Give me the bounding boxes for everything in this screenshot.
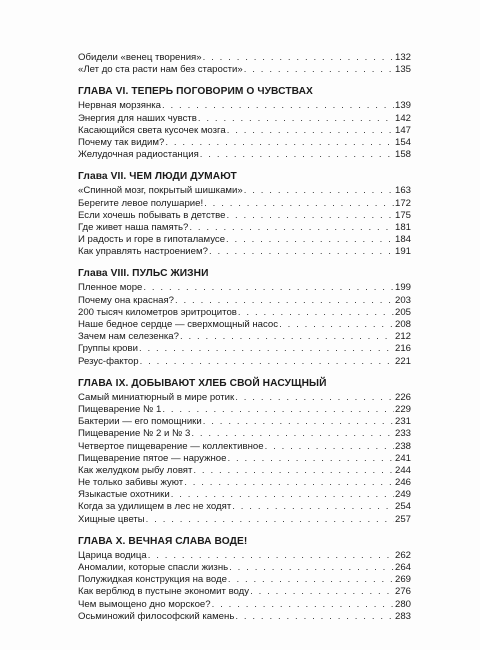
toc-entry bbox=[78, 234, 411, 246]
toc-entry bbox=[78, 331, 411, 343]
toc-entry-title: «Лет до ста расти нам без старости» bbox=[78, 64, 243, 76]
toc-entry bbox=[78, 501, 411, 513]
toc-entry bbox=[78, 514, 411, 526]
toc-entry bbox=[78, 137, 411, 149]
dot-leader bbox=[193, 465, 394, 477]
dot-leader bbox=[189, 222, 394, 234]
toc-entry-title: Аномалии, которые спасли жизнь bbox=[78, 562, 229, 573]
dot-leader bbox=[200, 149, 394, 161]
toc-section bbox=[78, 268, 411, 367]
dot-leader bbox=[165, 137, 394, 149]
toc-entry-page-number: 172 bbox=[394, 197, 411, 209]
toc-entry-page-number: 231 bbox=[394, 416, 411, 428]
toc-entry bbox=[78, 295, 411, 307]
toc-entry-page-number: 238 bbox=[394, 440, 411, 452]
toc-entry bbox=[78, 113, 411, 125]
toc-entry-page-number: 246 bbox=[394, 477, 411, 489]
dot-leader bbox=[227, 453, 394, 465]
dot-leader bbox=[232, 501, 394, 513]
toc-entry-title: Языкастые охотники bbox=[78, 489, 170, 501]
toc-entry-title: Бактерии — его помощники bbox=[78, 416, 202, 428]
toc-entry bbox=[78, 319, 411, 331]
toc-entry-title: Пленное море bbox=[78, 282, 143, 294]
dot-leader bbox=[229, 562, 394, 574]
toc-entry-title: Если хочешь побывать в детстве bbox=[78, 209, 226, 221]
dot-leader bbox=[228, 574, 394, 586]
toc-entry bbox=[78, 562, 411, 574]
toc-entry-page-number: 229 bbox=[394, 403, 411, 415]
toc-entry-title: Пищеварение пятое — наружное bbox=[78, 452, 227, 464]
toc-entry-title: Почему так видим? bbox=[78, 136, 165, 148]
chapter-heading: ГЛАВА X. ВЕЧНАЯ СЛАВА ВОДЕ! bbox=[78, 535, 248, 547]
toc-entry-page-number: 135 bbox=[394, 64, 411, 76]
toc-entry-title: И радость и горе в гипоталамусе bbox=[78, 234, 226, 246]
toc-entry-title: Нервная морзянка bbox=[78, 100, 161, 112]
toc-entry-page-number: 269 bbox=[394, 574, 411, 586]
toc-entry-page-number: 154 bbox=[394, 136, 411, 148]
toc-entry bbox=[78, 428, 411, 440]
toc-entry-title: Группы крови bbox=[78, 343, 138, 355]
dot-leader bbox=[226, 234, 394, 246]
toc-entry-title: Хищные цветы bbox=[78, 513, 145, 525]
toc-entry-title: Энергия для наших чувств bbox=[78, 112, 197, 124]
dot-leader bbox=[203, 416, 394, 428]
toc-entry bbox=[78, 222, 411, 234]
dot-leader bbox=[148, 550, 394, 562]
dot-leader bbox=[184, 477, 394, 489]
toc-entry bbox=[78, 489, 411, 501]
toc-entry bbox=[78, 185, 411, 197]
toc-entry-title: Берегите левое полушарие! bbox=[78, 197, 204, 209]
toc-entry-page-number: 184 bbox=[394, 234, 411, 246]
toc-entry-page-number: 142 bbox=[394, 112, 411, 124]
toc-entry-page-number: 244 bbox=[394, 464, 411, 476]
dot-leader bbox=[235, 611, 394, 623]
toc-entry bbox=[78, 52, 411, 64]
dot-leader bbox=[265, 441, 394, 453]
toc-entry-title: Осьминожий философский камень bbox=[78, 610, 235, 622]
toc-entry-title: Обидели «венец творения» bbox=[78, 52, 202, 63]
toc-entry-page-number: 233 bbox=[394, 428, 411, 440]
dot-leader bbox=[227, 125, 394, 137]
table-of-contents bbox=[78, 52, 411, 623]
chapter-heading: ГЛАВА VI. ТЕПЕРЬ ПОГОВОРИМ О ЧУВСТВАХ bbox=[78, 86, 313, 98]
dot-leader bbox=[209, 246, 394, 258]
toc-entry bbox=[78, 550, 411, 562]
toc-entry-title: Где живет наша память? bbox=[78, 221, 189, 233]
toc-entry-page-number: 163 bbox=[394, 185, 411, 197]
dot-leader bbox=[191, 428, 394, 440]
toc-entry-page-number: 264 bbox=[394, 562, 411, 573]
dot-leader bbox=[250, 586, 394, 598]
toc-entry-title: Зачем нам селезенка? bbox=[78, 331, 179, 343]
toc-entry bbox=[78, 210, 411, 222]
toc-entry bbox=[78, 246, 411, 258]
toc-entry-page-number: 216 bbox=[394, 343, 411, 355]
toc-entry-title: Самый миниатюрный в мире ротик bbox=[78, 391, 235, 403]
toc-entry bbox=[78, 149, 411, 161]
toc-entry-page-number: 205 bbox=[394, 306, 411, 318]
toc-entry-page-number: 139 bbox=[394, 100, 411, 112]
toc-entry bbox=[78, 574, 411, 586]
toc-section bbox=[78, 52, 411, 76]
toc-entry-title: Наше бедное сердце — сверхмощный насос bbox=[78, 319, 279, 330]
dot-leader bbox=[203, 52, 394, 64]
dot-leader bbox=[244, 64, 394, 76]
dot-leader bbox=[139, 343, 394, 355]
toc-entry bbox=[78, 307, 411, 319]
toc-entry-title: Касающийся света кусочек мозга bbox=[78, 124, 226, 136]
dot-leader bbox=[146, 514, 394, 526]
toc-section bbox=[78, 378, 411, 526]
dot-leader bbox=[244, 185, 394, 197]
dot-leader bbox=[198, 113, 394, 125]
toc-entry-title: Желудочная радиостанция bbox=[78, 149, 199, 161]
toc-entry-title: Пищеварение № 2 и № 3 bbox=[78, 428, 191, 440]
dot-leader bbox=[140, 356, 394, 368]
toc-entry-title: Как верблюд в пустыне экономит воду bbox=[78, 586, 250, 598]
dot-leader bbox=[143, 282, 394, 294]
chapter-heading: Глава VIII. ПУЛЬС ЖИЗНИ bbox=[78, 268, 209, 280]
dot-leader bbox=[212, 599, 394, 611]
toc-entry bbox=[78, 465, 411, 477]
toc-entry-page-number: 147 bbox=[394, 124, 411, 136]
toc-entry-page-number: 283 bbox=[394, 610, 411, 622]
dot-leader bbox=[238, 307, 394, 319]
toc-entry-page-number: 254 bbox=[394, 501, 411, 513]
toc-entry-page-number: 208 bbox=[394, 319, 411, 330]
toc-entry-title: Чем вымощено дно морское? bbox=[78, 598, 211, 610]
toc-entry-title: Когда за удилищем в лес не ходят bbox=[78, 501, 232, 513]
dot-leader bbox=[171, 489, 394, 501]
toc-entry-page-number: 132 bbox=[394, 52, 411, 63]
toc-entry-title: Резус-фактор bbox=[78, 355, 139, 367]
dot-leader bbox=[227, 210, 394, 222]
toc-entry bbox=[78, 282, 411, 294]
toc-entry-page-number: 226 bbox=[394, 391, 411, 403]
toc-entry bbox=[78, 198, 411, 210]
toc-entry bbox=[78, 404, 411, 416]
toc-section bbox=[78, 86, 411, 161]
toc-entry bbox=[78, 100, 411, 112]
toc-entry-title: Пищеварение № 1 bbox=[78, 403, 162, 415]
toc-entry-page-number: 257 bbox=[394, 513, 411, 525]
dot-leader bbox=[279, 319, 394, 331]
toc-entry-page-number: 280 bbox=[394, 598, 411, 610]
dot-leader bbox=[235, 392, 394, 404]
toc-entry-page-number: 262 bbox=[394, 549, 411, 561]
toc-entry-title: Как управлять настроением? bbox=[78, 246, 208, 258]
toc-entry-title: Полужидкая конструкция на воде bbox=[78, 574, 227, 586]
toc-section bbox=[78, 171, 411, 258]
toc-entry bbox=[78, 586, 411, 598]
toc-entry-page-number: 212 bbox=[394, 331, 411, 343]
toc-entry-title: Царица водица bbox=[78, 549, 147, 561]
toc-entry-page-number: 199 bbox=[394, 282, 411, 294]
toc-entry-page-number: 249 bbox=[394, 489, 411, 501]
toc-entry-title: Почему она красная? bbox=[78, 294, 174, 306]
toc-entry bbox=[78, 64, 411, 76]
chapter-heading: ГЛАВА IX. ДОБЫВАЮТ ХЛЕБ СВОЙ НАСУЩНЫЙ bbox=[78, 377, 327, 389]
toc-entry bbox=[78, 611, 411, 623]
toc-entry bbox=[78, 343, 411, 355]
toc-entry-page-number: 181 bbox=[394, 221, 411, 233]
toc-entry-page-number: 158 bbox=[394, 149, 411, 161]
dot-leader bbox=[162, 404, 394, 416]
toc-entry bbox=[78, 599, 411, 611]
toc-entry-title: Четвертое пищеварение — коллективное bbox=[78, 440, 264, 452]
toc-entry bbox=[78, 477, 411, 489]
toc-entry-page-number: 276 bbox=[394, 586, 411, 598]
toc-entry bbox=[78, 392, 411, 404]
toc-entry bbox=[78, 441, 411, 453]
dot-leader bbox=[204, 198, 394, 210]
dot-leader bbox=[162, 100, 394, 112]
dot-leader bbox=[180, 331, 394, 343]
toc-entry bbox=[78, 125, 411, 137]
toc-entry bbox=[78, 453, 411, 465]
toc-entry-title: 200 тысяч километров эритроцитов bbox=[78, 306, 237, 318]
toc-entry-page-number: 203 bbox=[394, 294, 411, 306]
toc-entry bbox=[78, 416, 411, 428]
toc-entry-title: Как желудком рыбу ловят bbox=[78, 464, 193, 476]
toc-entry-page-number: 175 bbox=[394, 209, 411, 221]
toc-entry-page-number: 191 bbox=[394, 246, 411, 258]
toc-entry-title: Не только забивы жуют bbox=[78, 477, 184, 489]
toc-entry-page-number: 241 bbox=[394, 452, 411, 464]
toc-section bbox=[78, 536, 411, 623]
chapter-heading: Глава VII. ЧЕМ ЛЮДИ ДУМАЮТ bbox=[78, 171, 237, 183]
toc-entry-title: «Спинной мозг, покрытый шишками» bbox=[78, 185, 243, 197]
dot-leader bbox=[175, 295, 394, 307]
toc-entry bbox=[78, 356, 411, 368]
toc-entry-page-number: 221 bbox=[394, 355, 411, 367]
